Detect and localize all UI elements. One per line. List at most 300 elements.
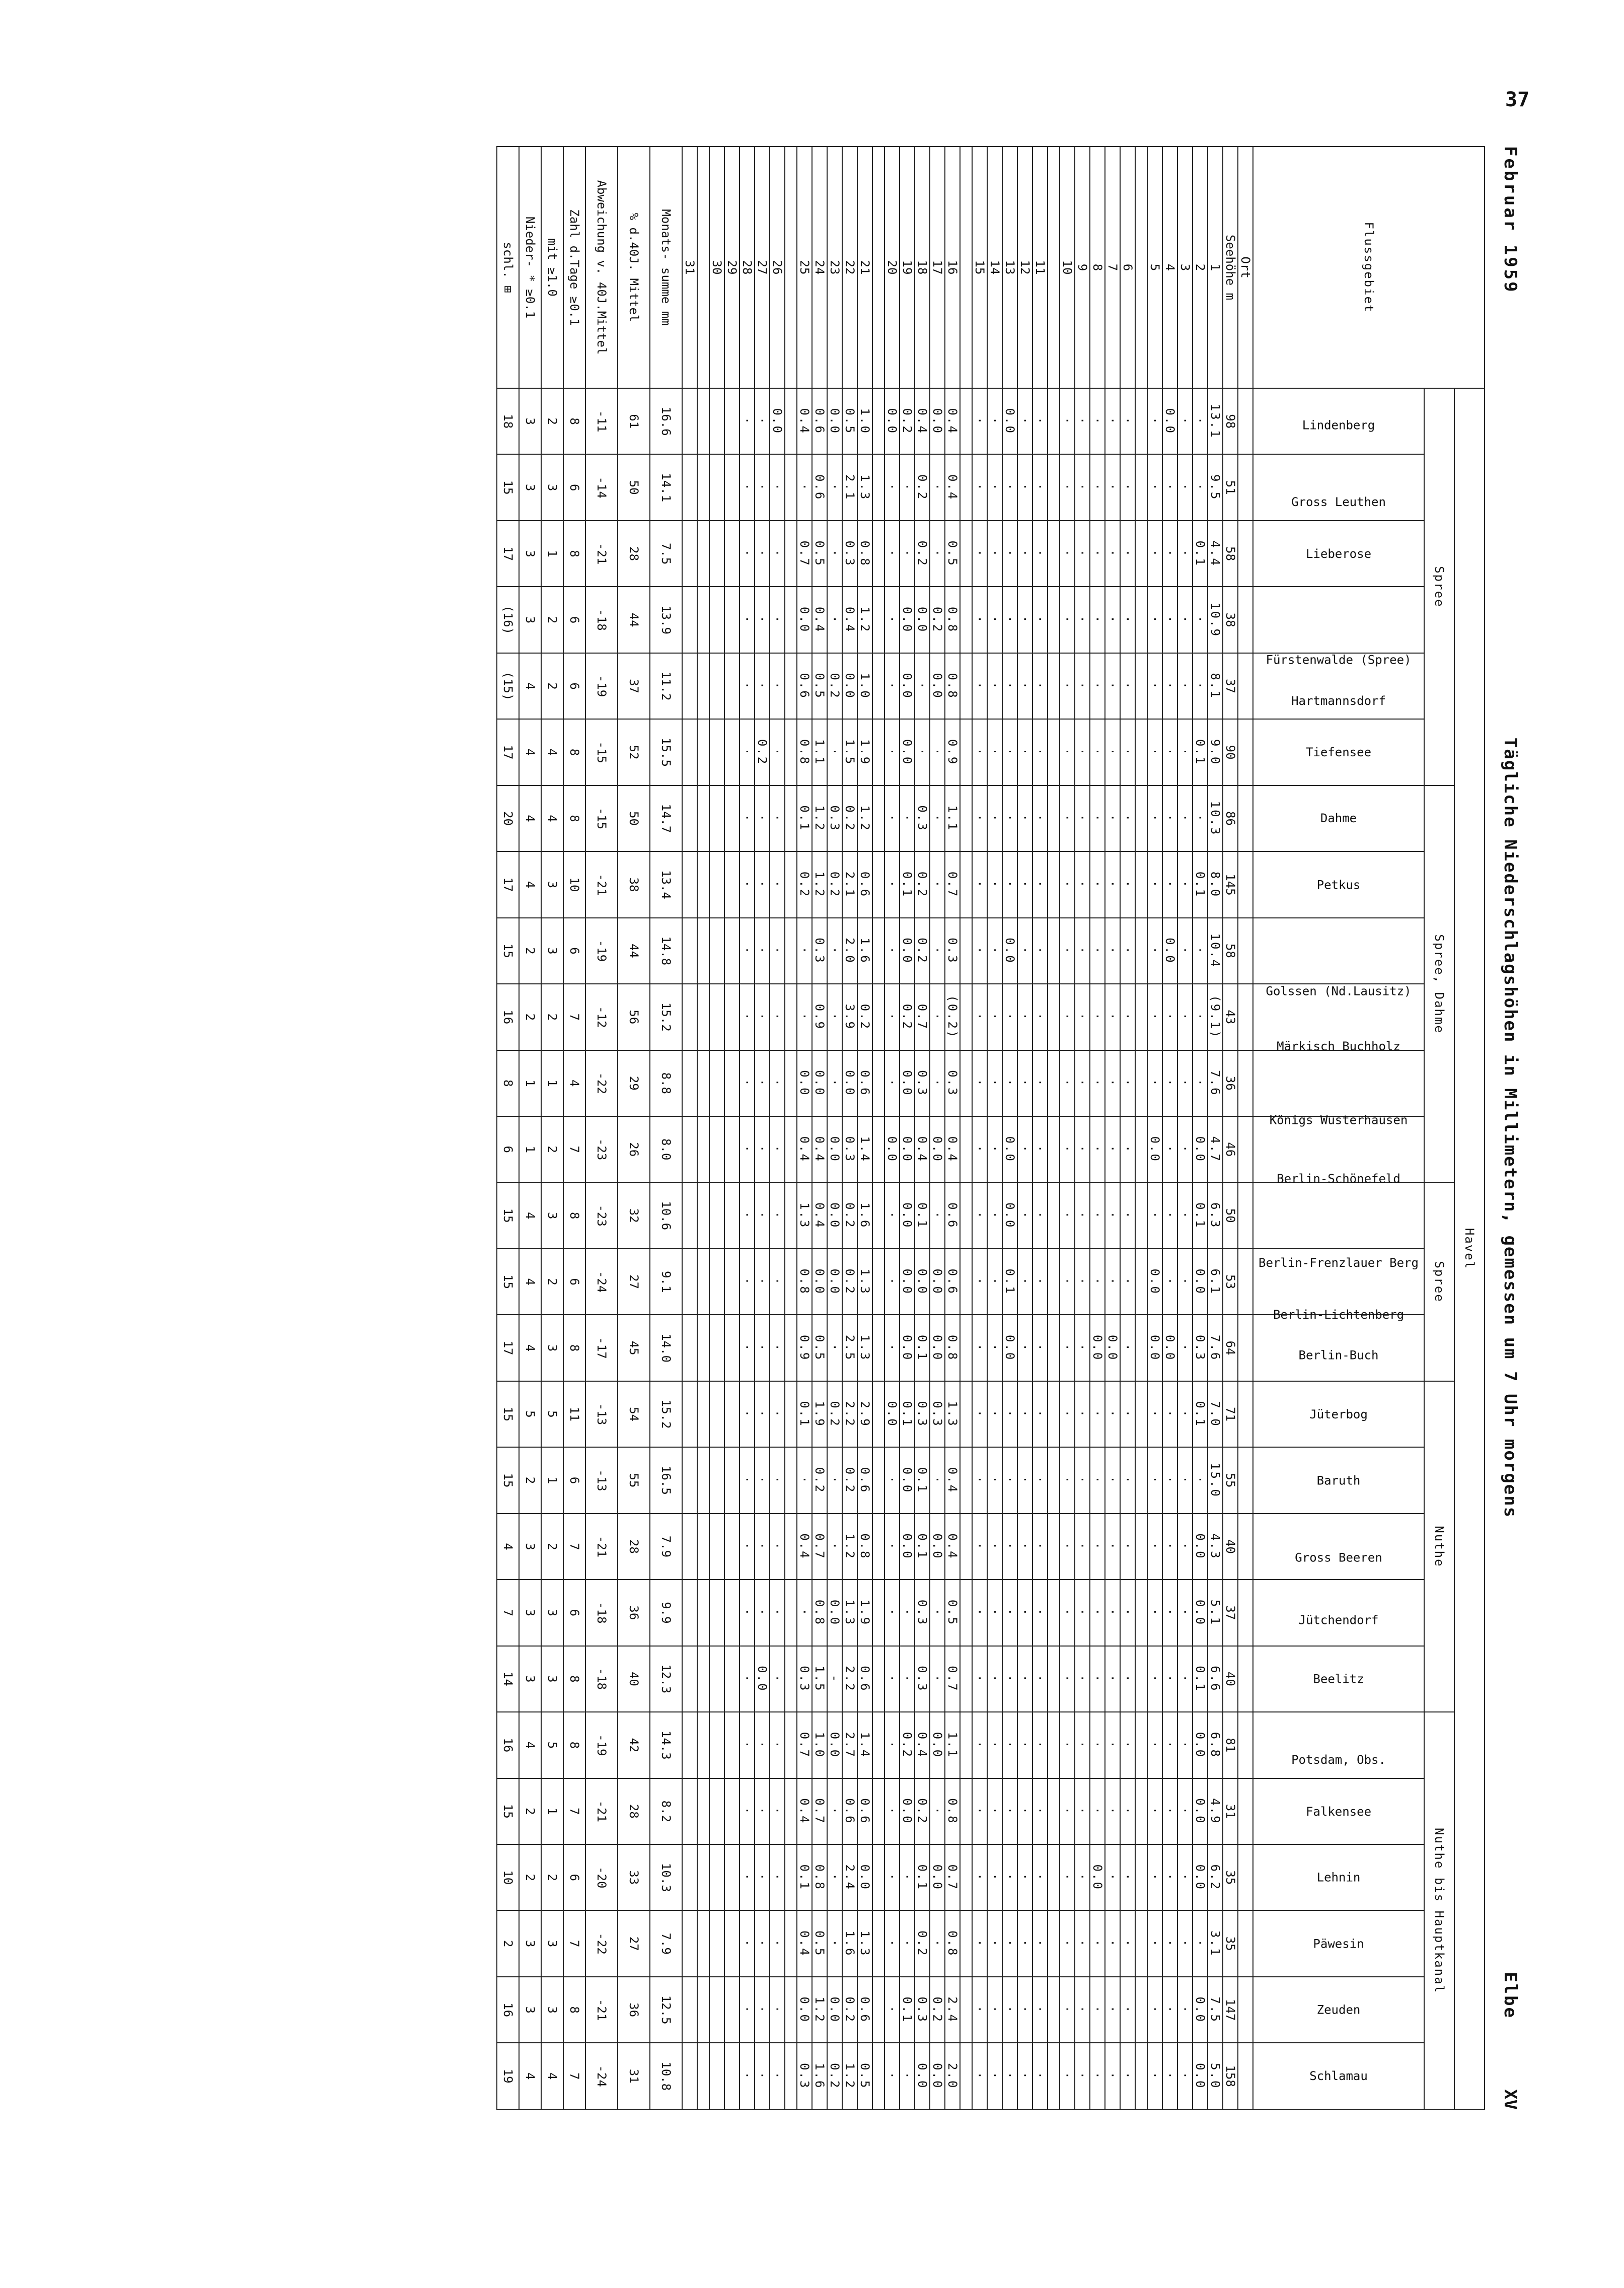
gap-cell (960, 1580, 972, 1646)
day-value: · (1075, 1514, 1090, 1580)
day-value: · (1193, 984, 1208, 1050)
day-value: 0.4 (812, 1182, 827, 1248)
sum-value: 8.8 (650, 1050, 682, 1116)
day-value: · (1193, 454, 1208, 520)
count-value: 2 (541, 1116, 563, 1182)
day-value: · (740, 2043, 755, 2109)
elevation-value: 46 (1223, 1116, 1238, 1182)
count-value: 3 (519, 1910, 541, 1976)
day-value: · (1090, 1050, 1105, 1116)
day-label: 24 (812, 147, 827, 388)
day-value: · (900, 521, 915, 587)
count-value: 1 (519, 1116, 541, 1182)
day-value: · (1120, 1116, 1135, 1182)
gap-cell (1135, 1050, 1147, 1116)
day-value: 0.0 (1002, 1116, 1017, 1182)
day-value: 0.1 (915, 1447, 930, 1513)
count-value: 8 (563, 521, 585, 587)
day-value: · (1120, 1315, 1135, 1381)
sum-value: 14.1 (650, 454, 682, 520)
day-value: 0.0 (1002, 1182, 1017, 1248)
day-value: · (1162, 521, 1177, 587)
day-value (709, 719, 724, 785)
count-value: 8 (563, 1182, 585, 1248)
day-value: 1.4 (857, 1712, 872, 1778)
day-value (709, 1315, 724, 1381)
day-value: · (1060, 785, 1075, 851)
day-value: · (1032, 984, 1048, 1050)
day-value: 0.5 (812, 521, 827, 587)
day-value: · (770, 984, 785, 1050)
day-value: 0.4 (945, 388, 960, 454)
station-name-cell (1253, 785, 1424, 851)
day-value: · (827, 984, 842, 1050)
abw-value: -15 (585, 785, 618, 851)
day-value: 0.1 (900, 1381, 915, 1447)
day-value: · (1002, 1514, 1017, 1580)
day-value: · (972, 1646, 987, 1712)
ort-spacer (1238, 1249, 1253, 1315)
day-value: · (1002, 984, 1017, 1050)
day-value: 0.0 (930, 388, 945, 454)
day-value (724, 653, 740, 719)
day-value: · (884, 1910, 900, 1976)
day-value: · (755, 1844, 770, 1910)
day-value: 5.0 (1208, 2043, 1223, 2109)
gap-cell (785, 2043, 797, 2109)
day-value: · (884, 653, 900, 719)
day-value: · (987, 653, 1002, 719)
day-value: 0.7 (812, 1514, 827, 1580)
day-value (682, 1977, 697, 2043)
day-value: · (972, 454, 987, 520)
sum-value: 13.9 (650, 587, 682, 653)
count-value: 11 (563, 1381, 585, 1447)
day-value: 7.6 (1208, 1050, 1223, 1116)
day-value: · (1147, 2043, 1162, 2109)
day-value: · (1193, 1910, 1208, 1976)
day-value: · (755, 1778, 770, 1844)
day-label: 6 (1120, 147, 1135, 388)
gap-cell (785, 1182, 797, 1248)
day-value: · (770, 1381, 785, 1447)
elevation-value: 58 (1223, 918, 1238, 984)
sum-value: 8.0 (650, 1116, 682, 1182)
gap-cell (1048, 1580, 1060, 1646)
count-value: 2 (519, 1778, 541, 1844)
ort-spacer (1238, 1778, 1253, 1844)
gap-cell (1135, 1116, 1147, 1182)
day-value (682, 1116, 697, 1182)
day-value: · (987, 851, 1002, 917)
day-value: · (1075, 1249, 1090, 1315)
count-label: Zahl d.Tage (567, 209, 581, 290)
day-value (709, 1910, 724, 1976)
table-number: XV (1500, 2089, 1520, 2110)
station-name: Fürstenwalde (Spree) (1266, 653, 1412, 667)
count-value: 3 (519, 1580, 541, 1646)
day-value: · (930, 1580, 945, 1646)
day-value: · (1017, 454, 1032, 520)
count-value: 6 (497, 1116, 519, 1182)
day-value: 0.1 (900, 851, 915, 917)
day-value: 1.3 (857, 454, 872, 520)
day-value: · (1193, 388, 1208, 454)
count-value: 8 (563, 785, 585, 851)
day-value: · (987, 521, 1002, 587)
gap-cell (872, 1315, 884, 1381)
sum-value: 16.5 (650, 1447, 682, 1513)
station-name-cell (1253, 1646, 1424, 1712)
count-value: 15 (497, 1778, 519, 1844)
gap-cell (872, 1844, 884, 1910)
day-value (709, 1844, 724, 1910)
gap-cell (1048, 1381, 1060, 1447)
day-value: · (1177, 587, 1193, 653)
day-value (682, 719, 697, 785)
percent-mean-row (618, 147, 650, 2109)
day-value: · (827, 587, 842, 653)
count-value: 3 (541, 1315, 563, 1381)
day-value: 0.0 (1002, 918, 1017, 984)
day-value: 0.1 (915, 1182, 930, 1248)
gap-cell (697, 1447, 709, 1513)
day-value: 1.2 (857, 587, 872, 653)
day-label: 21 (857, 147, 872, 388)
day-value: · (987, 984, 1002, 1050)
day-value: · (1017, 1447, 1032, 1513)
day-value: 1.5 (842, 719, 857, 785)
day-value: · (1017, 1381, 1032, 1447)
day-value: 7.6 (1208, 1315, 1223, 1381)
day-value: · (770, 719, 785, 785)
day-value: 0.0 (812, 1050, 827, 1116)
day-value (682, 918, 697, 984)
day-value: · (884, 918, 900, 984)
day-row (842, 147, 857, 2109)
day-group-gap (960, 147, 972, 2109)
sum-label-cell (650, 147, 682, 388)
gap-cell (960, 1712, 972, 1778)
group-spree: Spree (1424, 388, 1454, 785)
day-value: 0.2 (915, 1910, 930, 1976)
day-value: 0.0 (900, 1116, 915, 1182)
gap-cell (872, 1712, 884, 1778)
station-name-cell (1253, 521, 1424, 587)
gap-cell (1048, 719, 1060, 785)
day-value: 1.1 (812, 719, 827, 785)
days-cover-row (497, 147, 519, 2109)
abw-value: -23 (585, 1116, 618, 1182)
day-value: 0.0 (1147, 1315, 1162, 1381)
gap-cell (785, 1315, 797, 1381)
day-value: · (1147, 851, 1162, 917)
elevation-value: 81 (1223, 1712, 1238, 1778)
day-value: 0.0 (1193, 1514, 1208, 1580)
day-value: 0.2 (842, 1182, 857, 1248)
day-value: · (915, 719, 930, 785)
day-value: 0.2 (812, 1447, 827, 1513)
day-value (682, 1315, 697, 1381)
gap-cell (1048, 1844, 1060, 1910)
day-value: 0.0 (900, 1315, 915, 1381)
day-value: 0.7 (945, 1646, 960, 1712)
day-value: 1.3 (797, 1182, 812, 1248)
pct-value: 38 (618, 851, 650, 917)
precipitation-table (496, 146, 1485, 2110)
station-name-cell (1253, 1381, 1424, 1447)
day-value: · (1002, 1646, 1017, 1712)
day-value: · (755, 1447, 770, 1513)
day-value: · (740, 521, 755, 587)
day-value: · (1075, 1447, 1090, 1513)
day-value: · (1147, 454, 1162, 520)
day-value: · (1032, 388, 1048, 454)
gap-cell (1135, 587, 1147, 653)
day-label: 23 (827, 147, 842, 388)
station-name: Schlamau (1309, 2069, 1368, 2084)
day-label: 10 (1060, 147, 1075, 388)
station-name-cell (1253, 1050, 1424, 1127)
day-value (709, 984, 724, 1050)
count-value: 3 (519, 1646, 541, 1712)
count-value: 3 (519, 454, 541, 520)
gap-cell (1135, 1447, 1147, 1513)
rotated-sheet (136, 146, 1530, 2110)
day-value (682, 785, 697, 851)
count-value: 10 (497, 1844, 519, 1910)
day-value: · (770, 454, 785, 520)
day-label: 2 (1193, 147, 1208, 388)
day-value: · (827, 454, 842, 520)
gap-cell (1048, 1514, 1060, 1580)
day-value: · (1060, 719, 1075, 785)
day-value: · (1075, 1116, 1090, 1182)
day-value: 0.3 (915, 1646, 930, 1712)
day-value (682, 454, 697, 520)
day-value: 0.8 (812, 1580, 827, 1646)
day-value: · (1075, 1646, 1090, 1712)
day-value: 0.2 (797, 851, 812, 917)
day-value: 0.3 (827, 785, 842, 851)
sum-value: 11.2 (650, 653, 682, 719)
day-value: · (1105, 388, 1120, 454)
day-value: · (740, 1910, 755, 1976)
day-value (682, 1712, 697, 1778)
count-value: 1 (541, 1778, 563, 1844)
gap-cell (960, 653, 972, 719)
day-value: · (1177, 1447, 1193, 1513)
day-value: · (1032, 1712, 1048, 1778)
gap-cell (1135, 653, 1147, 719)
day-value: · (740, 918, 755, 984)
day-value: · (972, 1249, 987, 1315)
sum-value: 12.5 (650, 1977, 682, 2043)
count-value: 6 (563, 1844, 585, 1910)
gap-cell (1048, 1977, 1060, 2043)
gap-cell (785, 1778, 797, 1844)
day-value: 1.9 (857, 719, 872, 785)
count-value: 5 (541, 1381, 563, 1447)
day-value: 2.2 (842, 1646, 857, 1712)
day-value: 1.9 (812, 1381, 827, 1447)
day-value: 8.0 (1208, 851, 1223, 917)
ort-spacer (1238, 521, 1253, 587)
day-value: · (1075, 1977, 1090, 2043)
gap-cell (872, 1910, 884, 1976)
day-value: 0.3 (915, 1050, 930, 1116)
day-value: 0.6 (857, 1977, 872, 2043)
day-label: 12 (1017, 147, 1032, 388)
day-value: 0.0 (930, 653, 945, 719)
station-name: Märkisch Buchholz (1277, 1039, 1400, 1053)
gap-cell (1135, 984, 1147, 1050)
day-value: 1.6 (812, 2043, 827, 2109)
day-value: 0.2 (842, 1977, 857, 2043)
count-value: 2 (519, 984, 541, 1050)
day-value (682, 851, 697, 917)
day-value: · (1105, 785, 1120, 851)
day-value: · (1120, 1447, 1135, 1513)
day-value: 2.1 (842, 454, 857, 520)
day-value: · (1162, 587, 1177, 653)
count-value: 15 (497, 1249, 519, 1315)
day-label: 28 (740, 147, 755, 388)
count-value: 2 (497, 1910, 519, 1976)
gap-cell (697, 1050, 709, 1116)
day-value (724, 1381, 740, 1447)
gap-cell (785, 454, 797, 520)
day-value (682, 2043, 697, 2109)
day-row (740, 147, 755, 2109)
count-value: 20 (497, 785, 519, 851)
count-value: 15 (497, 1381, 519, 1447)
sum-value: 14.7 (650, 785, 682, 851)
gap-cell (785, 918, 797, 984)
count-label-cell (563, 147, 585, 388)
day-value: 0.0 (857, 1844, 872, 1910)
day-value: 13.1 (1208, 388, 1223, 454)
day-value: 0.4 (797, 388, 812, 454)
day-value: · (900, 1844, 915, 1910)
day-value: · (1090, 587, 1105, 653)
count-threshold: ≥0.1 (567, 296, 581, 326)
day-label: 19 (900, 147, 915, 388)
day-value: · (1002, 1910, 1017, 1976)
day-row (755, 147, 770, 2109)
abw-value: -24 (585, 2043, 618, 2109)
day-value: · (1147, 1977, 1162, 2043)
day-value: · (1060, 1778, 1075, 1844)
gap-cell (697, 1315, 709, 1381)
day-value: · (755, 388, 770, 454)
day-value: 0.5 (812, 1315, 827, 1381)
day-value: 0.0 (900, 1050, 915, 1116)
station-name: Petkus (1316, 877, 1361, 892)
station-name: Päwesin (1313, 1937, 1364, 1951)
day-value: · (1147, 719, 1162, 785)
day-value: · (1147, 1381, 1162, 1447)
day-value: · (1002, 653, 1017, 719)
day-value: 0.0 (797, 1050, 812, 1116)
ort-row (1238, 147, 1253, 2109)
day-value: · (1060, 454, 1075, 520)
station-name-cell (1253, 1182, 1424, 1270)
count-value: 4 (541, 785, 563, 851)
elevation-value: 158 (1223, 2043, 1238, 2109)
day-value: · (884, 454, 900, 520)
day-value: 0.0 (915, 2043, 930, 2109)
count-label-cell (497, 147, 519, 388)
gap-cell (785, 719, 797, 785)
day-value: · (1090, 1381, 1105, 1447)
pct-value: 50 (618, 454, 650, 520)
station-name: Berlin-Lichtenberg (1273, 1307, 1405, 1322)
day-value: 0.6 (812, 454, 827, 520)
count-label: Nieder- (523, 216, 537, 267)
gap-cell (785, 1249, 797, 1315)
count-value: 7 (563, 1910, 585, 1976)
day-value: 0.9 (797, 1315, 812, 1381)
day-value (709, 587, 724, 653)
gap-cell (785, 785, 797, 851)
day-value: · (1017, 2043, 1032, 2109)
day-value: · (1090, 1646, 1105, 1712)
day-value: · (1147, 1844, 1162, 1910)
day-value: · (1105, 653, 1120, 719)
count-value: 2 (541, 653, 563, 719)
day-value: 0.1 (1193, 1182, 1208, 1248)
day-value: 1.3 (857, 1910, 872, 1976)
day-value: · (1105, 587, 1120, 653)
day-value: · (972, 1182, 987, 1248)
day-value: · (1017, 1844, 1032, 1910)
gap-cell (697, 1712, 709, 1778)
count-value: 6 (563, 454, 585, 520)
day-value: 1.0 (812, 1712, 827, 1778)
day-value: 0.4 (915, 1712, 930, 1778)
day-value: · (1060, 1844, 1075, 1910)
day-value: · (1060, 1116, 1075, 1182)
count-threshold: * ≥0.1 (523, 274, 537, 319)
gap-cell (1135, 1249, 1147, 1315)
day-label: 20 (884, 147, 900, 388)
day-value: · (1120, 1646, 1135, 1712)
day-value: · (1032, 1182, 1048, 1248)
day-value: 0.0 (1193, 1977, 1208, 2043)
ort-spacer (1238, 1580, 1253, 1646)
pct-value: 36 (618, 1580, 650, 1646)
elevation-value: 147 (1223, 1977, 1238, 2043)
day-value (709, 1778, 724, 1844)
day-value: · (827, 1514, 842, 1580)
gap-cell (960, 1977, 972, 2043)
elevation-value: 98 (1223, 388, 1238, 454)
sum-value: 15.2 (650, 1381, 682, 1447)
day-value: · (1075, 785, 1090, 851)
day-value: 0.3 (915, 1381, 930, 1447)
day-value: 0.2 (900, 388, 915, 454)
day-value: · (827, 1447, 842, 1513)
elevation-value: 40 (1223, 1514, 1238, 1580)
day-value: · (1017, 1646, 1032, 1712)
day-value: 2.5 (842, 1315, 857, 1381)
day-value: · (1120, 653, 1135, 719)
page-number: 37 (1505, 88, 1530, 111)
day-value: · (930, 1778, 945, 1844)
day-value: · (1162, 1977, 1177, 2043)
gap-cell (1048, 2043, 1060, 2109)
